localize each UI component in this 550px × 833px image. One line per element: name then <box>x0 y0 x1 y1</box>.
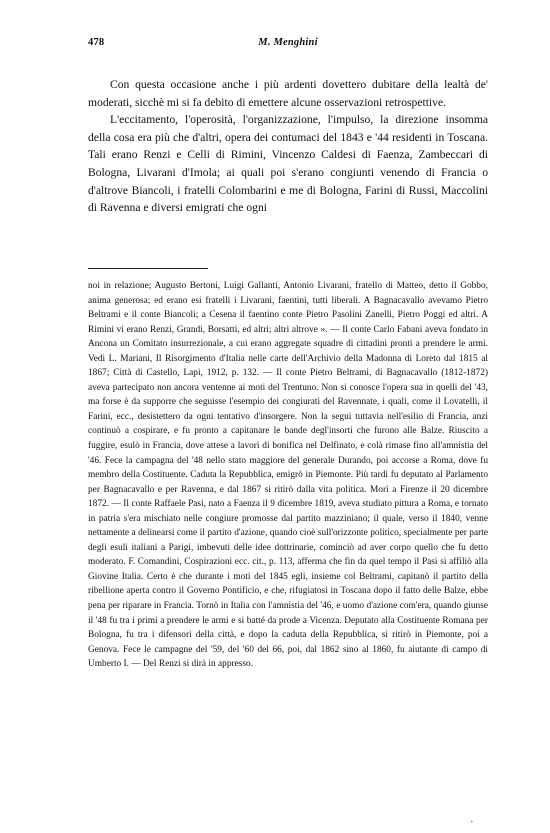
footnote-text: noi in relazione; Augusto Bertoni, Luigi Gallanti, Antonio Livarani, fratello di Matteo, detto il Gobbo, anima generosa; ed erano esi fratelli i Livarani, faentini, tutti liberali. A Bagnacavallo avevamo Pietro Beltrami e il conte Biancoli; a Cesena il faentino conte Pietro Pasolini Zanelli, Pietro Poggi ed altri. A Rimini vi erano Renzi, Grandi, Borsatti, ed altri; altri altrove ». — Il conte Carlo Fabani aveva fondato in Ancona un Comitato insurrezionale, a cui erano aggregate squadre di cittadini pronti a prendere le armi. Vedi L. Mariani, Il Risorgimento d'Italia nelle carte dell'Archivio della Madonna di Loreto dal 1815 al 1867; Città di Castello, Lapi, 1912, p. 132. — Il conte Pietro Beltrami, di Bagnacavallo (1812-1872) aveva partecipato non ancora ventenne ai moti del Trentuno. Non si conosce l'opera sua in quelli del '43, ma forse è da supporre che seguisse l'esempio dei congiurati del Ravennate, i quali, come il Lovatelli, il Farini, ecc., desistettero da ogni tentativo d'insorgere. Non la seguì tuttavia nell'esilio di Francia, anzi continuò a cospirare, e fu pronto a capitanare le bande degl'insorti che furono alle Balze. Riuscito a fuggire, esulò in Francia, dove attese a lavori di bonifica nel Delfinato, e colà rimase fino all'amnistia del '46. Fece la campagna del '48 nello stato maggiore del generale Durando, poi accorse a Roma, dove fu membro della Costituente. Caduta la Repubblica, emigrò in Piemonte. Più tardi fu deputato al Parlamento per Bagnacavallo e per Ravenna, e dal 1867 si ritirò dalla vita politica. Morì a Firenze il 20 dicembre 1872. — Il conte Raffaele Pasi, nato a Faenza il 9 dicembre 1819, aveva studiato pittura a Roma, e tornato in patria s'era mischiato nelle congiure promosse dal partito mazziniano; il quale, verso il 1840, venne nettamente a delinearsi come il partito d'azione, quando cioè sull'orizzonte politico, specialmente per parte degli esuli italiani a Parigi, imbevuti delle idee dottrinarie, cominciò ad aver corpo quello che fu detto moderato. F. Comandini, Cospirazioni ecc. cit., p. 113, afferma che fin da quel tempo il Pasi si affiliò alla Giovine Italia. Certo è che durante i moti del 1845 egli, insieme col Beltrami, capitanò il partito della ribellione aperta contro il Governo Pontificio, e che, rifugiatosi in Toscana dopo il fatto delle Balze, ebbe pena per riparare in Francia. Tornò in Italia con l'amnistia del '46, e uomo d'azione com'era, quando giunse il '48 fu tra i primi a prendere le armi e si batté da prode a Vicenza. Deputato alla Costituente Romana per Bologna, fu tra i difensori della città, e dopo la caduta della Repubblica, si ritirò in Piemonte, poi a Genova. Fece le campagne del '59, del '60 del 66, poi, dal 1862 sino al 1860, fu aiutante di campo di Umberto I. — Del Renzi si dirà in appresso. <box>88 281 488 670</box>
page-mark: · <box>470 816 474 828</box>
paragraph: Con questa occasione anche i più ardenti dovettero dubitare della lealtà de' moderati, sicchè mi si fa debito di emettere alcune osservazioni retrospettive. <box>88 78 488 109</box>
footnote-block <box>88 279 488 672</box>
page-header <box>88 37 488 51</box>
main-text <box>88 76 488 217</box>
footnote-divider <box>88 268 208 269</box>
page-number: 478 <box>88 37 105 48</box>
paragraph: L'eccitamento, l'operosità, l'organizzazione, l'impulso, la direzione insomma della cosa era più che d'altri, opera dei contumaci del 1843 e '44 residenti in Toscana. Tali erano Renzi e Celli di Rimini, Vincenzo Caldesi di Faenza, Zambeccari di Bologna, Livarani d'Imola; ai quali poi s'erano congiunti venendo di Francia o d'altrove Biancoli, i fratelli Colombarini e me di Bologna, Farini di Russi, Maccolini di Ravenna e diversi emigrati che ogni <box>88 113 488 215</box>
running-title: M. Menghini <box>258 37 318 48</box>
